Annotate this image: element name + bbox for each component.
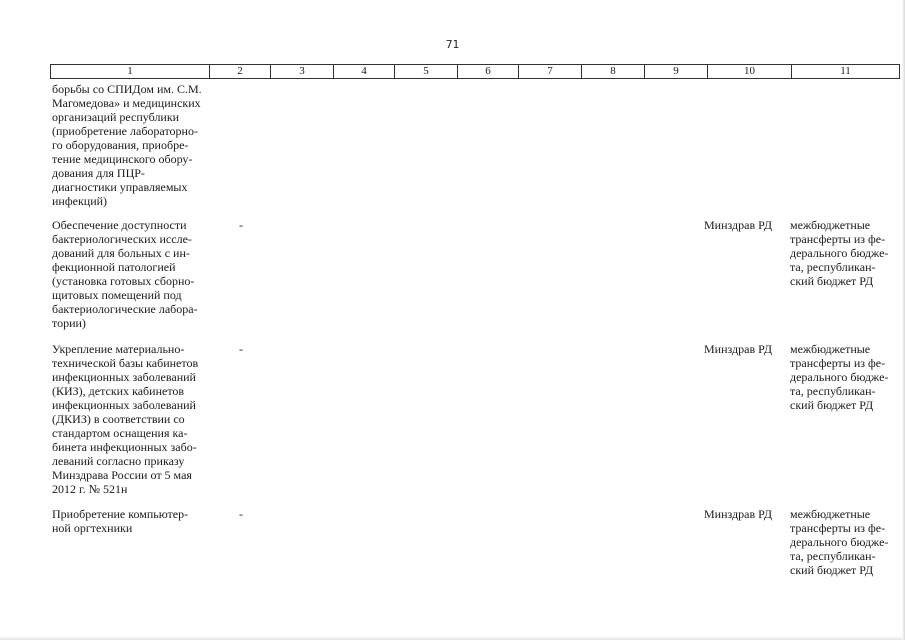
description-line: бактериологические лабора- bbox=[52, 302, 198, 316]
header-col-2: 2 bbox=[210, 65, 271, 79]
row-dash: - bbox=[239, 342, 243, 356]
header-col-11: 11 bbox=[792, 65, 900, 79]
description-line: 2012 г. № 521н bbox=[52, 482, 128, 496]
header-col-3: 3 bbox=[271, 65, 334, 79]
description-line: тории) bbox=[52, 316, 86, 330]
row-description bbox=[52, 507, 210, 535]
description-line: тение медицинского обору- bbox=[52, 152, 193, 166]
description-line: Приобретение компьютер- bbox=[52, 507, 189, 521]
header-col-9: 9 bbox=[645, 65, 708, 79]
description-line: стандартом оснащения ка- bbox=[52, 426, 188, 440]
scan-bottom-edge bbox=[0, 636, 905, 640]
description-line: ной оргтехники bbox=[52, 521, 133, 535]
description-line: бинета инфекционных забо- bbox=[52, 440, 197, 454]
row-funding-source bbox=[790, 342, 895, 412]
source-line: та, республикан- bbox=[790, 384, 876, 398]
description-line: (установка готовых сборно- bbox=[52, 274, 195, 288]
header-col-5: 5 bbox=[395, 65, 458, 79]
source-line: дерального бюдже- bbox=[790, 535, 889, 549]
source-line: ский бюджет РД bbox=[790, 563, 874, 577]
row-dash: - bbox=[239, 218, 243, 232]
header-col-10: 10 bbox=[708, 65, 792, 79]
header-col-6: 6 bbox=[458, 65, 519, 79]
source-line: межбюджетные bbox=[790, 342, 871, 356]
source-line: ский бюджет РД bbox=[790, 398, 874, 412]
source-line: дерального бюдже- bbox=[790, 370, 889, 384]
source-line: та, республикан- bbox=[790, 260, 876, 274]
description-line: Магомедова» и медицинских bbox=[52, 96, 201, 110]
description-line: борьбы со СПИДом им. С.М. bbox=[52, 82, 202, 96]
row-description bbox=[52, 342, 210, 496]
row-executor: Минздрав РД bbox=[704, 218, 773, 232]
description-line: дований для больных с ин- bbox=[52, 246, 190, 260]
row-dash: - bbox=[239, 507, 243, 521]
description-line: леваний согласно приказу bbox=[52, 454, 185, 468]
description-line: организаций республики bbox=[52, 110, 180, 124]
description-line: (приобретение лабораторно- bbox=[52, 124, 198, 138]
row-description bbox=[52, 218, 210, 330]
description-line: (ДКИЗ) в соответствии со bbox=[52, 412, 185, 426]
description-line: инфекционных заболеваний bbox=[52, 370, 196, 384]
description-line: (КИЗ), детских кабинетов bbox=[52, 384, 185, 398]
source-line: трансферты из фе- bbox=[790, 232, 886, 246]
source-line: трансферты из фе- bbox=[790, 521, 886, 535]
description-line: фекционной патологией bbox=[52, 260, 176, 274]
description-line: го оборудования, приобре- bbox=[52, 138, 189, 152]
description-line: диагностики управляемых bbox=[52, 180, 188, 194]
description-line: инфекций) bbox=[52, 194, 108, 208]
source-line: межбюджетные bbox=[790, 218, 871, 232]
description-line: технической базы кабинетов bbox=[52, 356, 199, 370]
source-line: та, республикан- bbox=[790, 549, 876, 563]
description-line: щитовых помещений под bbox=[52, 288, 182, 302]
description-line: инфекционных заболеваний bbox=[52, 398, 196, 412]
header-col-4: 4 bbox=[334, 65, 395, 79]
description-line: Укрепление материально- bbox=[52, 342, 185, 356]
row-executor: Минздрав РД bbox=[704, 507, 773, 521]
description-line: Обеспечение доступности bbox=[52, 218, 187, 232]
description-line: бактериологических иссле- bbox=[52, 232, 192, 246]
source-line: трансферты из фе- bbox=[790, 356, 886, 370]
row-funding-source bbox=[790, 218, 895, 288]
row-funding-source bbox=[790, 507, 895, 577]
header-col-1: 1 bbox=[51, 65, 210, 79]
column-number-header bbox=[50, 64, 900, 79]
row-description bbox=[52, 82, 210, 208]
description-line: Минздрава России от 5 мая bbox=[52, 468, 192, 482]
header-row bbox=[51, 65, 900, 79]
header-col-8: 8 bbox=[582, 65, 645, 79]
page-number: 71 bbox=[445, 38, 460, 51]
description-line: дования для ПЦР- bbox=[52, 166, 145, 180]
source-line: ский бюджет РД bbox=[790, 274, 874, 288]
source-line: межбюджетные bbox=[790, 507, 871, 521]
header-col-7: 7 bbox=[519, 65, 582, 79]
source-line: дерального бюдже- bbox=[790, 246, 889, 260]
row-executor: Минздрав РД bbox=[704, 342, 773, 356]
